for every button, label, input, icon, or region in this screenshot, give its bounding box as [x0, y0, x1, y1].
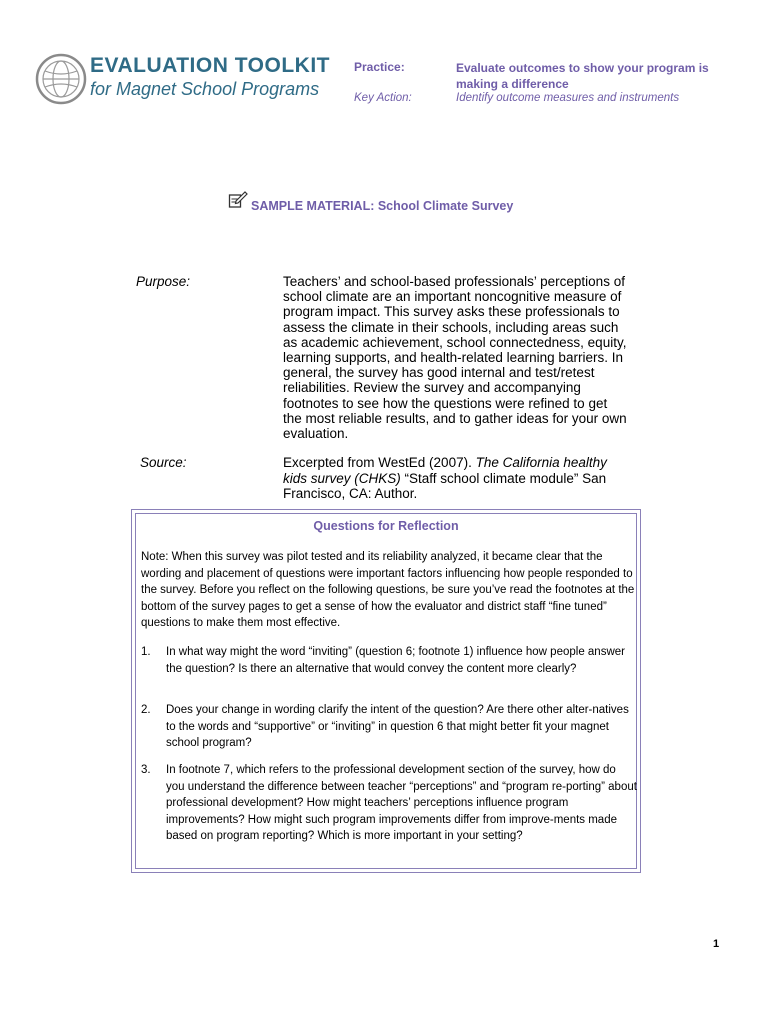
sample-heading: SAMPLE MATERIAL: School Climate Survey	[251, 199, 514, 213]
reflection-title: Questions for Reflection	[313, 519, 459, 533]
purpose-label: Purpose:	[136, 274, 191, 289]
key-action-label: Key Action:	[354, 92, 412, 104]
logo-subtitle: for Magnet School Programs	[90, 79, 320, 99]
question-text: In footnote 7, which refers to the professional development section of the survey, how do you understand the difference between teacher “perceptions” and “program re-porting” about professional development? How might teachers’ perceptions influence program improvements? How might such program improvements differ from improve-ments made based on program reporting? Which is more important in your setting?	[166, 764, 637, 842]
page-number: 1	[713, 938, 720, 950]
source-text-suffix: “Staff school climate module” San Francisco, CA: Author.	[283, 470, 607, 501]
practice-label: Practice:	[354, 60, 405, 74]
globe-logo-icon	[34, 52, 88, 106]
question-number: 3.	[141, 764, 151, 776]
key-action-value: Identify outcome measures and instruments	[456, 92, 680, 104]
question-number: 1.	[141, 646, 151, 658]
logo-title: EVALUATION TOOLKIT	[90, 54, 330, 77]
question-number: 2.	[141, 704, 151, 716]
pencil-note-icon	[228, 190, 248, 210]
reflection-question	[141, 644, 637, 677]
reflection-question	[141, 702, 637, 752]
question-text: Does your change in wording clarify the intent of the question? Are there other alter-natives to the words and “supportive” or “inviting” in question 6 that might better fit your magnet school program?	[166, 704, 629, 749]
purpose-text: Teachers’ and school-based professionals’ perceptions of school climate are an important noncognitive measure of program impact. This survey asks these professionals to assess the climate in their schools, including areas such as academic achievement, school connectedness, equity, learning supports, and health-related learning barriers. In general, the survey has good internal and test/retest reliabilities. Review the survey and accompanying footnotes to see how the questions were refined to get the most reliable results, and to gather ideas for your own evaluation.	[283, 274, 627, 442]
logo	[34, 52, 330, 108]
reflection-question	[141, 762, 637, 845]
question-text: In what way might the word “inviting” (question 6; footnote 1) influence how people answer the question? Is there an alternative that would convey the content more clearly?	[166, 646, 625, 675]
source-title: The California healthy kids survey (CHKS)	[283, 455, 607, 486]
reflection-box-inner	[135, 513, 637, 869]
reflection-box	[131, 509, 641, 873]
practice-value: Evaluate outcomes to show your program is making a difference	[456, 61, 709, 91]
reflection-note: Note: When this survey was pilot tested and its reliability analyzed, it became clear that the wording and placement of questions were important factors influencing how people responded to the survey. Before you reflect on the following questions, be sure you’ve read the footnotes at the bottom of the survey pages to get a sense of how the evaluator and district staff “fine tuned” questions to make them most effective.	[141, 551, 635, 629]
source-text	[283, 455, 628, 502]
source-label: Source:	[140, 455, 187, 470]
source-text-prefix: Excerpted from WestEd (2007).	[283, 455, 476, 470]
